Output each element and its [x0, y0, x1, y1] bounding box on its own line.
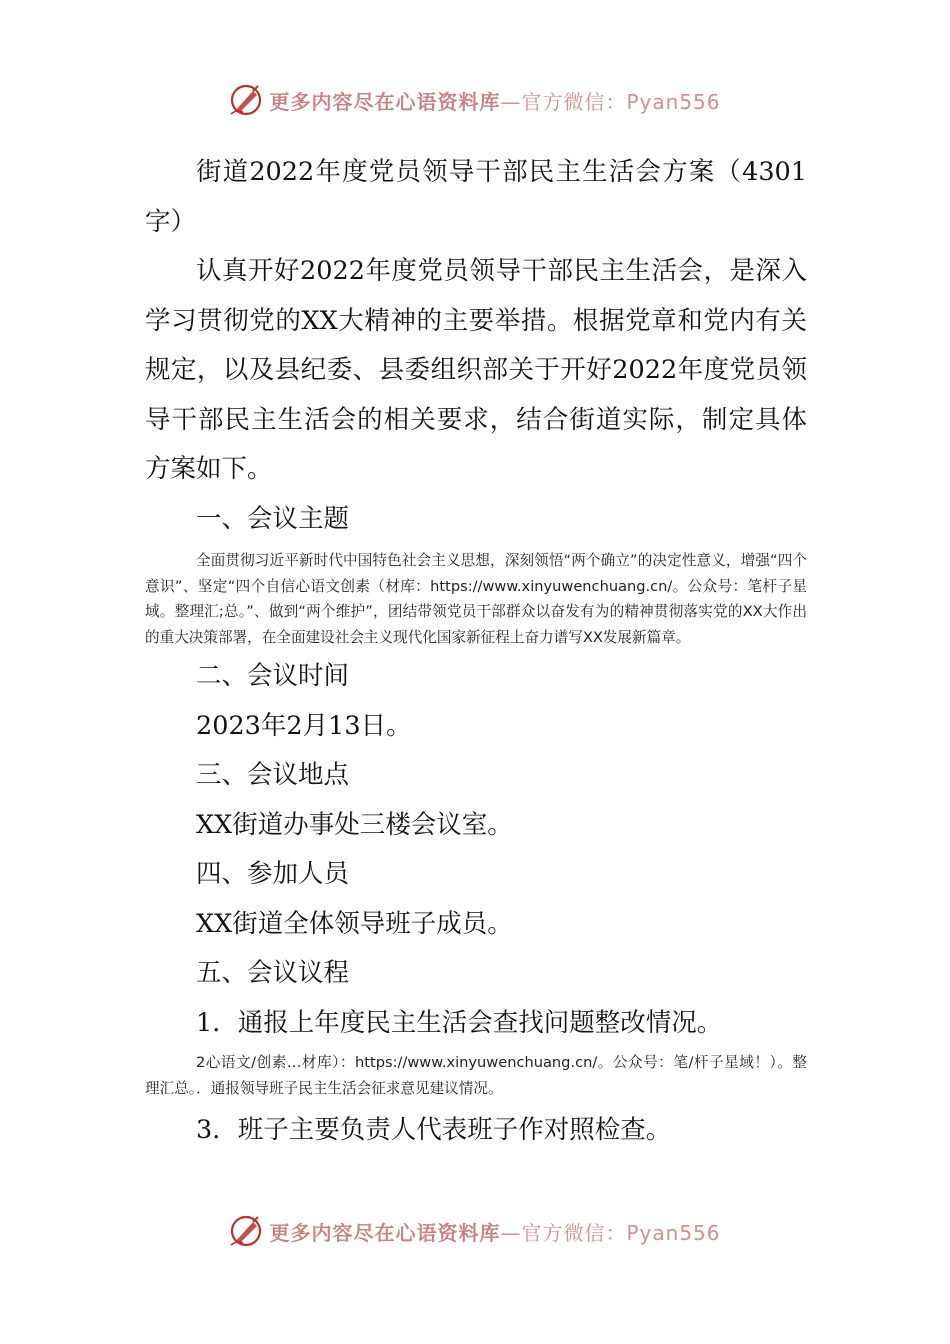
section-2-body: 2023年2月13日。	[196, 710, 412, 741]
header-banner	[0, 78, 950, 122]
pen-logo-icon	[229, 1214, 263, 1248]
section-2-heading: 二、会议时间	[196, 661, 350, 692]
section-1-body: 全面贯彻习近平新时代中国特色社会主义思想，深刻领悟“两个确立”的决定性意义，增强“四个意识”、坚定“四个自信心语文创素（材库：https://www.xinyuwenchuang.cn/。公众号：笔杆子星域。整理汇;总。”、做到“两个维护”，团结带领党员干部群众以奋发有为的精神贯彻落实党的XX大作出的重大决策部署，在全面建设社会主义现代化国家新征程上奋力谱写XX发展新篇章。	[145, 552, 807, 646]
section-3-heading: 三、会议地点	[196, 760, 350, 791]
section-1-heading: 一、会议主题	[196, 503, 350, 534]
footer-banner	[0, 1209, 950, 1253]
section-5-heading: 五、会议议程	[196, 958, 350, 989]
agenda-item-1: 1．通报上年度民主生活会查找问题整改情况。	[196, 1007, 723, 1038]
intro-paragraph: 认真开好2022年度党员领导干部民主生活会，是深入学习贯彻党的XX大精神的主要举措。根据党章和党内有关规定，以及县纪委、县委组织部关于开好2022年度党员领导干部民主生活会的相关要求，结合街道实际，制定具体方案如下。	[145, 256, 807, 484]
banner-text: 更多内容尽在心语资料库—官方微信：Pyan556	[269, 89, 721, 114]
pen-logo-icon	[229, 83, 263, 117]
section-3-body: XX街道办事处三楼会议室。	[196, 809, 513, 840]
section-4-heading: 四、参加人员	[196, 859, 350, 890]
agenda-item-3: 3．班子主要负责人代表班子作对照检查。	[196, 1114, 672, 1145]
banner-text: 更多内容尽在心语资料库—官方微信：Pyan556	[269, 1220, 721, 1245]
agenda-item-2: 2心语文/创素…材库）：https://www.xinyuwenchuang.cn/。公众号：笔/杆子星域！）。整理汇总。．通报领导班子民主生活会征求意见建议情况。	[145, 1054, 807, 1097]
document-title: 街道2022年度党员领导干部民主生活会方案（4301字）	[145, 157, 807, 237]
section-4-body: XX街道全体领导班子成员。	[196, 908, 513, 939]
document-body	[145, 148, 807, 1155]
